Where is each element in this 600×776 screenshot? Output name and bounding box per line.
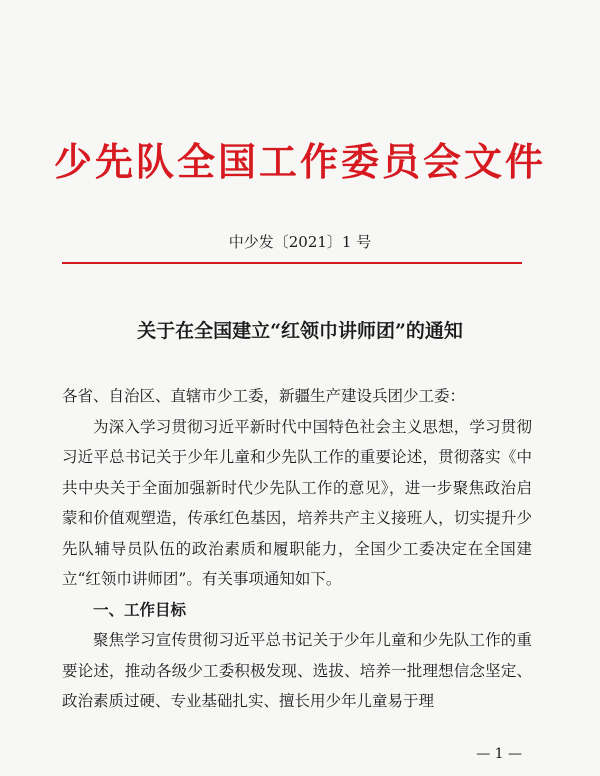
- salutation: 各省、自治区、直辖市少工委，新疆生产建设兵团少工委：: [62, 387, 466, 405]
- document-number: 中少发〔2021〕1 号: [228, 233, 372, 251]
- red-divider-line: [62, 262, 522, 264]
- notice-title: 关于在全国建立“红领巾讲师团”的通知: [137, 320, 463, 342]
- masthead-title: 少先队全国工作委员会文件: [53, 139, 546, 184]
- section-heading-goals: 一、工作目标: [93, 599, 187, 619]
- document-body: [62, 381, 532, 717]
- page-number: — 1 —: [476, 746, 522, 762]
- paragraph-goals: 聚焦学习宣传贯彻习近平总书记关于少年儿童和少先队工作的重要论述，推动各级少工委积极发现、选拔、培养一批理想信念坚定、政治素质过硬、专业基础扎实、擅长用少年儿童易于理: [62, 631, 532, 710]
- paragraph-intro: 为深入学习贯彻习近平新时代中国特色社会主义思想，学习贯彻习近平总书记关于少年儿童和少先队工作的重要论述，贯彻落实《中共中央关于全面加强新时代少先队工作的意见》，进一步聚焦政治启蒙和价值观塑造，传承红色基因，培养共产主义接班人，切实提升少先队辅导员队伍的政治素质和履职能力，全国少工委决定在全国建立“红领巾讲师团”。有关事项通知如下。: [62, 417, 532, 588]
